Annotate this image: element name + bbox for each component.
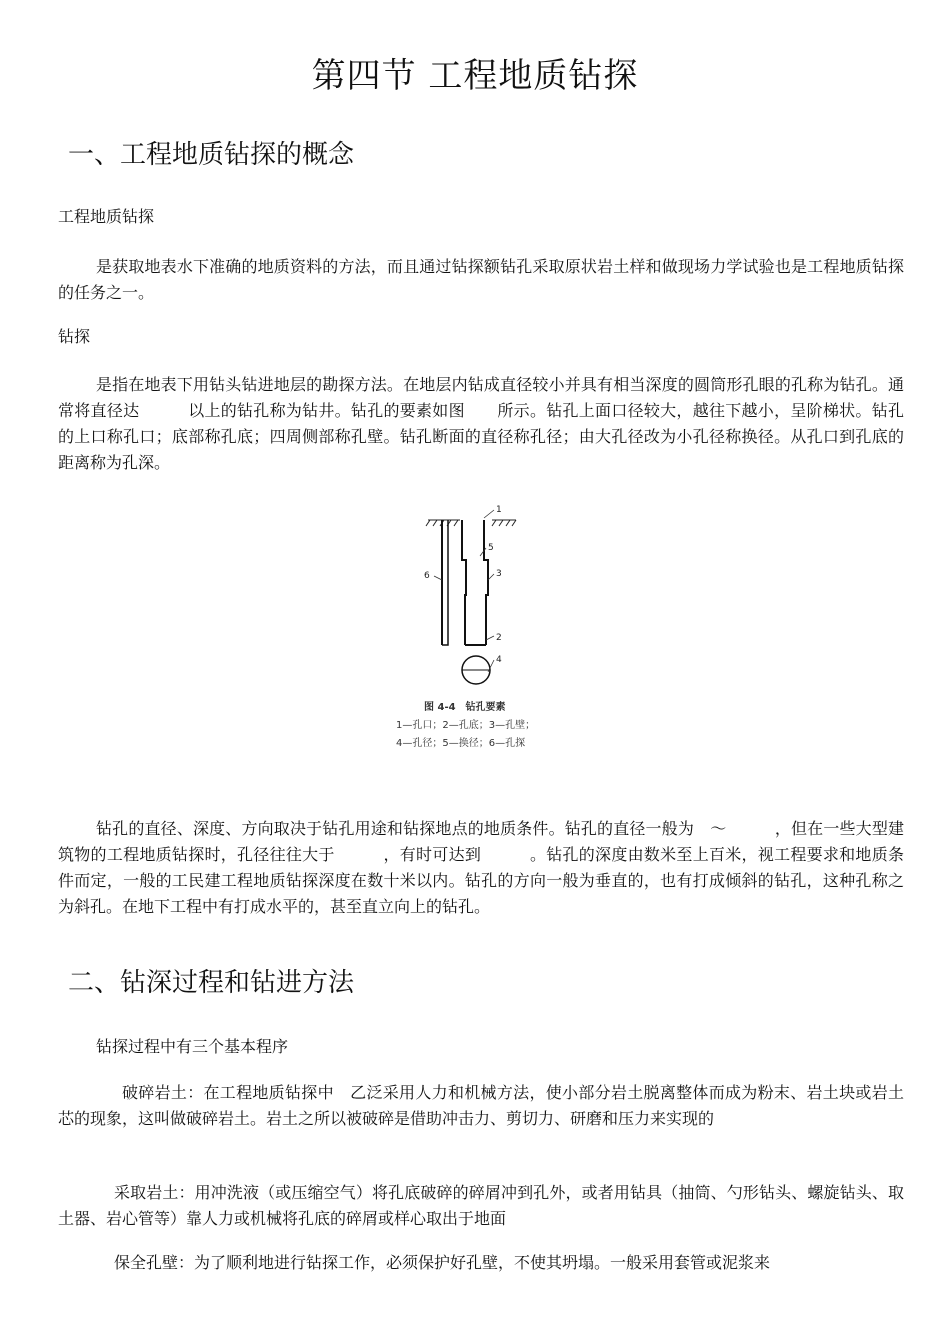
- ground-hatch-right: [492, 520, 516, 526]
- figure-label-2: 2: [496, 633, 502, 643]
- figure-caption-line1: 1—孔口；2—孔底；3—孔壁；: [396, 720, 536, 731]
- borehole-diagram: [396, 500, 560, 760]
- item-break-rock: 破碎岩土：在工程地质钻探中 乙泛采用人力和机械方法，使小部分岩土脱离整体而成为粉末、岩土块或岩土芯的现象，这叫做破碎岩土。岩土之所以被破碎是借助冲击力、剪切力、研磨和压力来实现的: [58, 1083, 904, 1128]
- section2-intro: 钻探过程中有三个基本程序: [96, 1037, 289, 1056]
- figure-label-5: 5: [488, 543, 494, 553]
- figure-caption-title: 图 4-4 钻孔要素: [424, 702, 506, 713]
- paragraph-3: 钻孔的直径、深度、方向取决于钻孔用途和钻探地点的地质条件。钻孔的直径一般为 ～ ，但在一些大型建筑物的工程地质钻探时，孔径往往大于 ，有时可达到 。钻孔的深度由数米至上百米，视工程要求和地质条件而定，一般的工民建工程地质钻探深度在数十米以内。钻孔的方向一般为垂直的，也有打成倾斜的钻孔，这种孔称之为斜孔。在地下工程中有打成水平的，甚至直立向上的钻孔。: [58, 819, 904, 916]
- term-drilling: 钻探: [58, 327, 91, 346]
- section1-heading: 一、工程地质钻探的概念: [68, 140, 355, 170]
- page-title: 第四节 工程地质钻探: [311, 56, 639, 96]
- figure-label-3: 3: [496, 569, 502, 579]
- term-engineering-drilling: 工程地质钻探: [58, 207, 155, 226]
- paragraph-1: 是获取地表水下准确的地质资料的方法，而且通过钻探额钻孔采取原状岩土样和做现场力学试验也是工程地质钻探的任务之一。: [58, 257, 904, 302]
- figure-label-6: 6: [424, 571, 430, 581]
- stepped-wall-inner: [462, 520, 466, 645]
- figure-label-1: 1: [496, 505, 502, 515]
- item-protect-wall: 保全孔壁：为了顺利地进行钻探工作，必须保护好孔壁，不使其坍塌。一般采用套管或泥浆来: [114, 1253, 771, 1272]
- figure-caption-line2: 4—孔径；5—换径；6—孔探: [396, 738, 526, 749]
- stepped-wall-outer: [484, 520, 488, 645]
- figure-label-4: 4: [496, 655, 502, 665]
- borehole-figure: [396, 500, 560, 760]
- item-take-rock: 采取岩土：用冲洗液（或压缩空气）将孔底破碎的碎屑冲到孔外，或者用钻具（抽筒、勺形钻头、螺旋钻头、取土器、岩心管等）靠人力或机械将孔底的碎屑或样心取出于地面: [58, 1183, 904, 1228]
- paragraph-2: 是指在地表下用钻头钻进地层的勘探方法。在地层内钻成直径较小并具有相当深度的圆筒形孔眼的孔称为钻孔。通常将直径达 以上的钻孔称为钻井。钻孔的要素如图 所示。钻孔上面口径较大，越往下越小，呈阶梯状。钻孔的上口称孔口；底部称孔底；四周侧部称孔壁。钻孔断面的直径称孔径；由大孔径改为小孔径称换径。从孔口到孔底的距离称为孔深。: [58, 375, 904, 472]
- section2-heading: 二、钻深过程和钻进方法: [68, 968, 355, 998]
